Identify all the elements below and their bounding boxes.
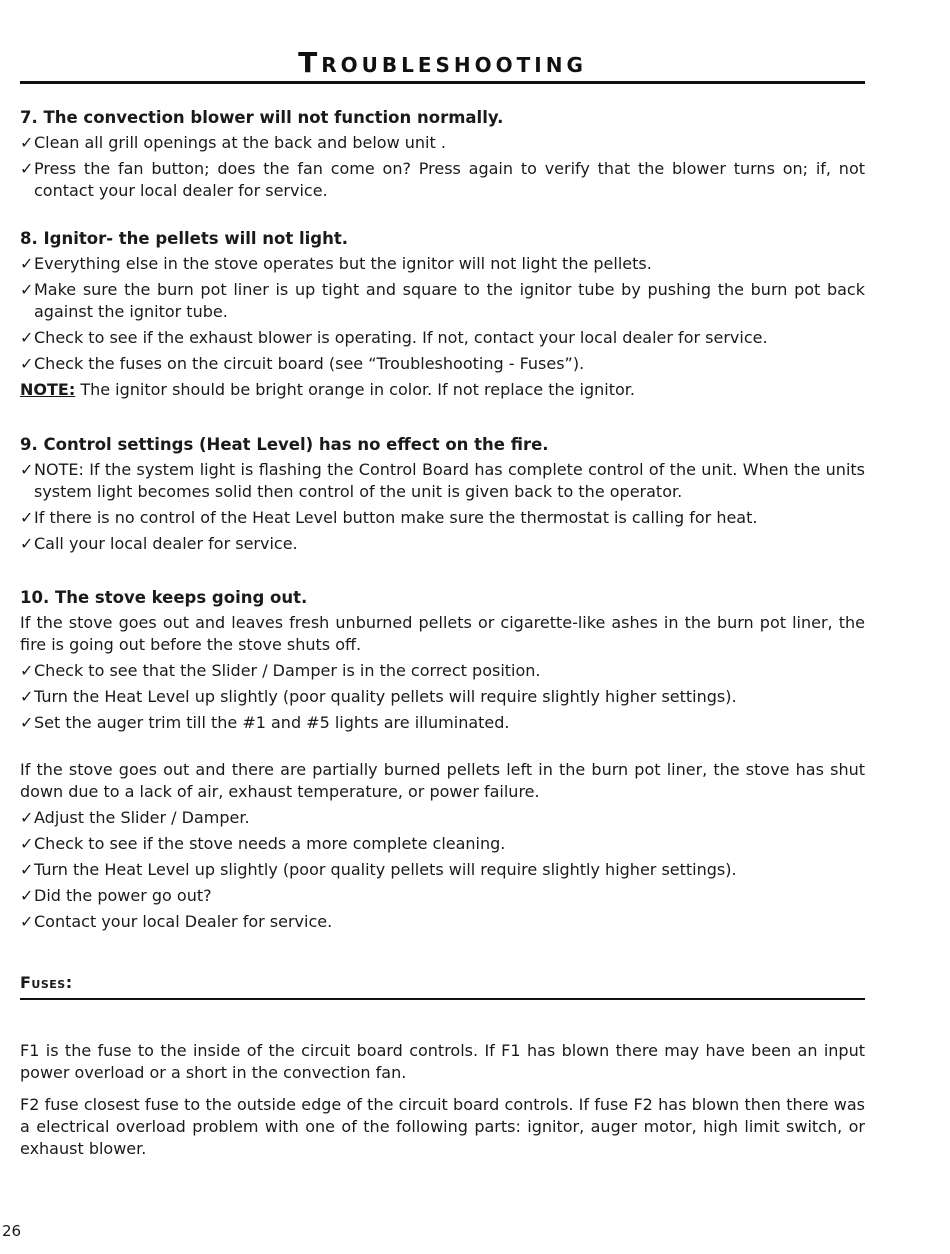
- section-9-heading: 9. Control settings (Heat Level) has no effect on the fire.: [20, 435, 549, 454]
- fuses-divider: [20, 998, 865, 1000]
- list-item: ✓ Did the power go out?: [20, 886, 212, 905]
- check-icon: ✓: [20, 687, 34, 706]
- list-item: ✓ Call your local dealer for service.: [20, 534, 298, 553]
- list-item: ✓ Clean all grill openings at the back and below unit .: [20, 133, 446, 152]
- list-item: ✓ Set the auger trim till the #1 and #5 lights are illuminated.: [20, 713, 510, 732]
- list-item: ✓ Press the fan button; does the fan come on? Press again to verify that the blower turns on; if, not contact your local dealer for service.: [20, 159, 865, 200]
- section-10-heading: 10. The stove keeps going out.: [20, 588, 308, 607]
- section-8: [20, 228, 865, 405]
- section-7: [20, 107, 865, 206]
- section-10-part-2: [20, 759, 865, 937]
- check-icon: ✓: [20, 280, 34, 299]
- list-item: ✓ Check to see that the Slider / Damper is in the correct position.: [20, 661, 541, 680]
- list-item: ✓ Turn the Heat Level up slightly (poor quality pellets will require slightly higher settings).: [20, 687, 737, 706]
- list-item: ✓ Check the fuses on the circuit board (see “Troubleshooting - Fuses”).: [20, 354, 585, 373]
- list-item: ✓ Check to see if the stove needs a more complete cleaning.: [20, 834, 506, 853]
- check-icon: ✓: [20, 508, 34, 527]
- check-icon: ✓: [20, 133, 34, 152]
- list-item: ✓ NOTE: If the system light is flashing the Control Board has complete control of the unit. When the units system light becomes solid then control of the unit is given back to the operator.: [20, 460, 865, 501]
- list-item: ✓ Check to see if the exhaust blower is operating. If not, contact your local dealer for service.: [20, 328, 768, 347]
- fuses-heading: Fuses:: [20, 973, 73, 992]
- page-number: 26: [2, 1222, 22, 1240]
- list-item: ✓ Turn the Heat Level up slightly (poor quality pellets will require slightly higher settings).: [20, 860, 737, 879]
- section-10-intro-1: If the stove goes out and leaves fresh unburned pellets or cigarette-like ashes in the burn pot liner, the fire is going out before the stove shuts off.: [20, 613, 865, 654]
- check-icon: ✓: [20, 534, 34, 553]
- page-title: Troubleshooting: [298, 46, 587, 79]
- note-text: The ignitor should be bright orange in color. If not replace the ignitor.: [75, 380, 635, 399]
- note-line: [20, 379, 865, 401]
- section-7-heading: 7. The convection blower will not function normally.: [20, 108, 504, 127]
- list-item: ✓ Contact your local Dealer for service.: [20, 912, 333, 931]
- check-icon: ✓: [20, 159, 34, 178]
- fuses-section: [20, 1040, 865, 1164]
- check-icon: ✓: [20, 834, 34, 853]
- section-8-heading: 8. Ignitor- the pellets will not light.: [20, 229, 349, 248]
- section-10: [20, 587, 865, 738]
- check-icon: ✓: [20, 886, 34, 905]
- check-icon: ✓: [20, 860, 34, 879]
- check-icon: ✓: [20, 328, 34, 347]
- check-icon: ✓: [20, 912, 34, 931]
- check-icon: ✓: [20, 661, 34, 680]
- section-10-intro-2: If the stove goes out and there are partially burned pellets left in the burn pot liner, the stove has shut down due to a lack of air, exhaust temperature, or power failure.: [20, 760, 865, 801]
- manual-page: [20, 0, 865, 1254]
- list-item: ✓ If there is no control of the Heat Level button make sure the thermostat is calling for heat.: [20, 508, 758, 527]
- check-icon: ✓: [20, 460, 34, 479]
- note-label: NOTE:: [20, 380, 76, 399]
- section-9: [20, 434, 865, 559]
- fuse-f1-paragraph: F1 is the fuse to the inside of the circuit board controls. If F1 has blown there may have been an input power overload or a short in the convection fan.: [20, 1041, 865, 1082]
- check-icon: ✓: [20, 713, 34, 732]
- check-icon: ✓: [20, 808, 34, 827]
- fuse-f2-paragraph: F2 fuse closest fuse to the outside edge of the circuit board controls. If fuse F2 has blown then there was a electrical overload problem with one of the following parts: ignitor, auger motor, high limit switch, or exhaust blower.: [20, 1095, 865, 1158]
- list-item: ✓ Adjust the Slider / Damper.: [20, 808, 250, 827]
- check-icon: ✓: [20, 354, 34, 373]
- title-divider: [20, 81, 865, 84]
- list-item: ✓ Make sure the burn pot liner is up tight and square to the ignitor tube by pushing the burn pot back against the ignitor tube.: [20, 280, 865, 321]
- list-item: ✓ Everything else in the stove operates but the ignitor will not light the pellets.: [20, 254, 652, 273]
- check-icon: ✓: [20, 254, 34, 273]
